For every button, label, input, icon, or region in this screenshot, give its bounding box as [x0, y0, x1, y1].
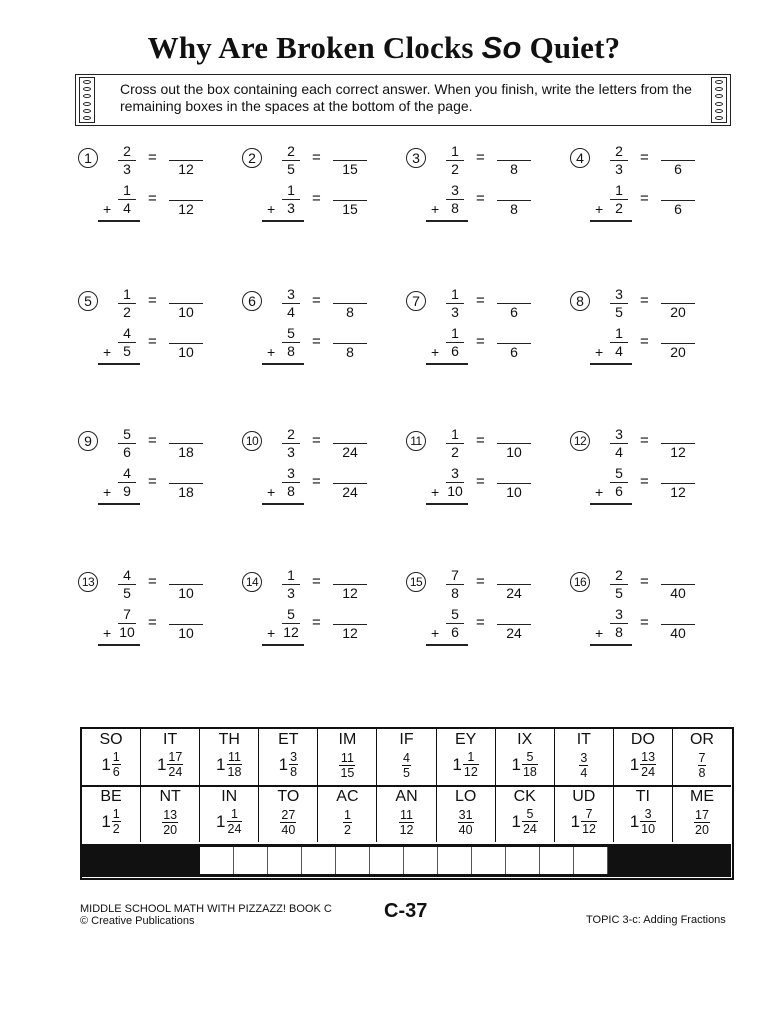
answer-box[interactable]	[555, 786, 614, 842]
addend-fraction: 2 3	[279, 426, 303, 461]
answer-code: TO	[277, 788, 300, 805]
answer-code: CK	[513, 788, 536, 805]
answer-blank[interactable]: 8	[333, 286, 367, 321]
answer-fraction: 11 12	[399, 808, 414, 837]
whole-number: 1	[278, 754, 289, 774]
answer-blank[interactable]: 10	[169, 326, 203, 361]
equals-sign: =	[312, 473, 321, 490]
answer-fraction: 13 20	[163, 808, 178, 837]
page-number: C-37	[384, 900, 428, 922]
whole-number: 1	[511, 811, 521, 831]
addend-fraction: 7 10	[119, 606, 135, 640]
problem	[406, 288, 576, 398]
answer-box[interactable]	[200, 729, 259, 785]
answer-code: LO	[454, 788, 477, 805]
answer-fraction: 17 20	[695, 808, 709, 837]
letter-box[interactable]	[404, 847, 438, 874]
answer-blank[interactable]: 20	[661, 326, 695, 361]
equals-sign: =	[640, 190, 649, 207]
answer-code: ME	[689, 788, 714, 805]
addend-fraction: 1 2	[443, 426, 467, 461]
problem	[570, 428, 740, 538]
equals-sign: =	[148, 333, 157, 350]
answer-box[interactable]	[555, 729, 614, 785]
answer-blank[interactable]: 24	[333, 426, 367, 461]
sum-line	[98, 220, 140, 222]
answer-blank[interactable]: 12	[661, 426, 695, 461]
answer-blank[interactable]: 40	[661, 567, 695, 602]
whole-number: 1	[452, 754, 462, 774]
answer-blank[interactable]: 15	[333, 143, 367, 178]
problem-number: 10	[242, 431, 262, 451]
sum-line	[590, 220, 632, 222]
plus-sign: +	[103, 344, 112, 360]
answer-fraction: 3 10	[641, 807, 656, 836]
problem-number: 5	[78, 291, 98, 311]
sum-line	[262, 644, 304, 646]
answer-box[interactable]	[259, 786, 318, 842]
whole-number: 1	[629, 811, 640, 831]
problem	[78, 145, 248, 255]
answer-fraction: 1 2	[343, 808, 351, 837]
addend-fraction: 7 8	[443, 567, 467, 602]
letter-box[interactable]	[574, 847, 608, 874]
answer-code: SO	[99, 731, 123, 748]
problem	[242, 145, 412, 255]
answer-blank[interactable]: 18	[169, 466, 203, 501]
answer-fraction: 3 8	[290, 750, 298, 779]
addend-fraction: 1 2	[607, 182, 631, 217]
equals-sign: =	[476, 614, 485, 631]
addend-fraction: 1 2	[115, 286, 139, 321]
equals-sign: =	[640, 573, 649, 590]
addend-fraction: 1 2	[443, 143, 467, 178]
answer-box[interactable]	[141, 786, 200, 842]
whole-number: 1	[570, 811, 581, 831]
answer-row-bottom	[82, 786, 731, 842]
equals-sign: =	[148, 190, 157, 207]
plus-sign: +	[595, 625, 604, 641]
answer-box[interactable]	[673, 786, 731, 842]
whole-number: 1	[101, 754, 111, 774]
answer-blank[interactable]: 24	[333, 466, 367, 501]
problem	[242, 428, 412, 538]
answer-fraction: 7 12	[582, 807, 596, 836]
answer-blank[interactable]: 8	[497, 183, 531, 218]
problem-number: 12	[570, 431, 590, 451]
addend-fraction: 3 4	[279, 286, 303, 321]
answer-blank[interactable]: 10	[497, 466, 531, 501]
answer-fraction: 17 24	[168, 750, 183, 779]
problem-number: 15	[406, 572, 426, 592]
answer-blank[interactable]: 6	[661, 143, 695, 178]
letter-box[interactable]	[540, 847, 574, 874]
problem	[78, 288, 248, 398]
answer-code: OR	[689, 731, 714, 748]
answer-blank[interactable]: 6	[497, 286, 531, 321]
plus-sign: +	[103, 484, 112, 500]
equals-sign: =	[640, 333, 649, 350]
equals-sign: =	[312, 190, 321, 207]
footer-left	[80, 903, 332, 927]
plus-sign: +	[267, 484, 276, 500]
plus-sign: +	[267, 344, 276, 360]
addend-fraction: 2 3	[607, 143, 631, 178]
answer-box[interactable]	[141, 729, 200, 785]
answer-code: AN	[395, 788, 418, 805]
answer-code: NT	[159, 788, 181, 805]
page-title: Why Are Broken Clocks So Quiet?	[147, 30, 621, 65]
equals-sign: =	[312, 149, 321, 166]
problem-number: 11	[406, 431, 426, 451]
whole-number: 1	[511, 754, 521, 774]
addend-fraction: 1 4	[607, 325, 631, 360]
addend-fraction: 1 3	[279, 182, 303, 217]
letter-box[interactable]	[302, 847, 336, 874]
equals-sign: =	[148, 473, 157, 490]
problem-number: 14	[242, 572, 262, 592]
plus-sign: +	[431, 484, 440, 500]
answer-code: IN	[221, 788, 238, 805]
problem-number: 3	[406, 148, 426, 168]
equals-sign: =	[312, 333, 321, 350]
answer-code: IF	[399, 731, 414, 748]
answer-blank[interactable]: 10	[497, 426, 531, 461]
plus-sign: +	[431, 625, 440, 641]
letter-box[interactable]	[506, 847, 540, 874]
problem-number: 7	[406, 291, 426, 311]
plus-sign: +	[267, 625, 276, 641]
letter-box[interactable]	[234, 847, 268, 874]
sum-line	[590, 503, 632, 505]
footer-book: MIDDLE SCHOOL MATH WITH PIZZAZZ! BOOK C	[80, 903, 332, 915]
answer-blank[interactable]: 12	[661, 466, 695, 501]
addend-fraction: 1 6	[443, 325, 467, 360]
answer-blank[interactable]: 12	[333, 607, 367, 642]
answer-box[interactable]	[614, 786, 673, 842]
answer-blank[interactable]: 10	[169, 286, 203, 321]
problem	[78, 569, 248, 679]
whole-number: 1	[156, 754, 167, 774]
answer-fraction: 7 8	[698, 751, 706, 780]
answer-box[interactable]	[496, 786, 555, 842]
equals-sign: =	[476, 573, 485, 590]
answer-blank[interactable]: 8	[333, 326, 367, 361]
plus-sign: +	[595, 344, 604, 360]
addend-fraction: 1 4	[115, 182, 139, 217]
equals-sign: =	[312, 432, 321, 449]
problem-number: 4	[570, 148, 590, 168]
equals-sign: =	[476, 333, 485, 350]
equals-sign: =	[476, 292, 485, 309]
answer-code: AC	[336, 788, 359, 805]
answer-box[interactable]	[259, 729, 318, 785]
sum-line	[590, 363, 632, 365]
answer-box[interactable]	[82, 786, 141, 842]
addend-fraction: 5 6	[443, 606, 467, 641]
answer-fraction: 11 15	[340, 751, 355, 780]
problem	[242, 569, 412, 679]
problem	[406, 145, 576, 255]
whole-number: 1	[216, 811, 226, 831]
answer-blank[interactable]: 12	[169, 183, 203, 218]
equals-sign: =	[640, 432, 649, 449]
answer-fraction: 5 18	[522, 750, 537, 779]
plus-sign: +	[595, 484, 604, 500]
addend-fraction: 4 5	[115, 325, 139, 360]
answer-code: EY	[454, 731, 477, 748]
whole-number: 1	[629, 754, 640, 774]
answer-strip	[82, 844, 731, 877]
letter-box[interactable]	[370, 847, 404, 874]
problem	[570, 145, 740, 255]
answer-box[interactable]	[377, 729, 436, 785]
problem-number: 8	[570, 291, 590, 311]
spiral-binding-icon	[79, 77, 95, 123]
equals-sign: =	[148, 614, 157, 631]
problem	[406, 428, 576, 538]
letter-box[interactable]	[200, 847, 234, 874]
equals-sign: =	[476, 473, 485, 490]
equals-sign: =	[640, 473, 649, 490]
answer-box[interactable]	[82, 729, 141, 785]
answer-code: IX	[517, 731, 533, 748]
sum-line	[98, 644, 140, 646]
problem	[242, 288, 412, 398]
sum-line	[426, 503, 468, 505]
letter-box[interactable]	[268, 847, 302, 874]
problem	[78, 428, 248, 538]
answer-box[interactable]	[377, 786, 436, 842]
plus-sign: +	[103, 625, 112, 641]
addend-fraction: 3 10	[447, 465, 463, 499]
answer-box[interactable]	[318, 786, 377, 842]
equals-sign: =	[476, 190, 485, 207]
addend-fraction: 1 3	[443, 286, 467, 321]
answer-fraction: 1 24	[227, 807, 242, 836]
letter-box[interactable]	[336, 847, 370, 874]
answer-row-top	[82, 729, 731, 787]
addend-fraction: 3 5	[607, 286, 631, 321]
addend-fraction: 5 8	[279, 325, 303, 360]
letter-boxes	[200, 847, 608, 874]
answer-blank[interactable]: 6	[497, 326, 531, 361]
addend-fraction: 3 4	[607, 426, 631, 461]
equals-sign: =	[640, 614, 649, 631]
answer-blank[interactable]: 18	[169, 426, 203, 461]
answer-box[interactable]	[614, 729, 673, 785]
answer-box[interactable]	[437, 729, 496, 785]
problem	[406, 569, 576, 679]
sum-line	[98, 503, 140, 505]
answer-fraction: 5 24	[522, 807, 537, 836]
equals-sign: =	[148, 292, 157, 309]
instructions-box	[75, 74, 731, 126]
answer-blank[interactable]: 20	[661, 286, 695, 321]
plus-sign: +	[595, 201, 604, 217]
problem	[570, 288, 740, 398]
sum-line	[426, 363, 468, 365]
answer-code: TH	[218, 731, 240, 748]
letter-box[interactable]	[472, 847, 506, 874]
equals-sign: =	[312, 573, 321, 590]
plus-sign: +	[431, 201, 440, 217]
sum-line	[98, 363, 140, 365]
answer-blank[interactable]: 8	[497, 143, 531, 178]
addend-fraction: 3 8	[443, 182, 467, 217]
answer-blank[interactable]: 24	[497, 607, 531, 642]
addend-fraction: 2 5	[279, 143, 303, 178]
answer-fraction: 1 12	[463, 750, 478, 779]
answer-fraction: 3 4	[580, 751, 588, 780]
equals-sign: =	[148, 573, 157, 590]
footer-topic: TOPIC 3-c: Adding Fractions	[586, 914, 726, 926]
plus-sign: +	[103, 201, 112, 217]
addend-fraction: 1 3	[279, 567, 303, 602]
instructions-text: Cross out the box containing each correct answer. When you finish, write the letters from the remaining boxes in the spaces at the bottom of the page.	[120, 81, 692, 114]
addend-fraction: 3 8	[607, 606, 631, 641]
addend-fraction: 5 12	[283, 606, 299, 640]
answer-blank[interactable]: 10	[169, 607, 203, 642]
problem-number: 13	[78, 572, 98, 592]
answer-code: ET	[278, 731, 299, 748]
addend-fraction: 3 8	[279, 465, 303, 500]
answer-blank[interactable]: 40	[661, 607, 695, 642]
equals-sign: =	[312, 614, 321, 631]
addend-fraction: 2 5	[607, 567, 631, 602]
problem-number: 16	[570, 572, 590, 592]
addend-fraction: 2 3	[115, 143, 139, 178]
answer-code: IM	[338, 731, 357, 748]
answer-blank[interactable]: 12	[169, 143, 203, 178]
answer-code: TI	[635, 788, 650, 805]
answer-code: IT	[576, 731, 591, 748]
answer-code: BE	[100, 788, 122, 805]
answer-fraction: 1 2	[112, 807, 120, 836]
answer-box[interactable]	[496, 729, 555, 785]
sum-line	[426, 220, 468, 222]
letter-box[interactable]	[438, 847, 472, 874]
answer-blank[interactable]: 6	[661, 183, 695, 218]
answer-blank[interactable]: 24	[497, 567, 531, 602]
answer-code: UD	[572, 788, 596, 805]
answer-blank[interactable]: 15	[333, 183, 367, 218]
answer-code: IT	[163, 731, 178, 748]
addend-fraction: 4 5	[115, 567, 139, 602]
sum-line	[426, 644, 468, 646]
answer-fraction: 1 6	[112, 750, 120, 779]
answer-code: DO	[630, 731, 655, 748]
addend-fraction: 5 6	[607, 465, 631, 500]
answer-blank[interactable]: 12	[333, 567, 367, 602]
answer-fraction: 27 40	[281, 808, 296, 837]
answer-fraction: 4 5	[403, 751, 410, 780]
problem-number: 9	[78, 431, 98, 451]
problem-number: 1	[78, 148, 98, 168]
equals-sign: =	[148, 432, 157, 449]
sum-line	[262, 220, 304, 222]
whole-number: 1	[216, 754, 226, 774]
addend-fraction: 5 6	[115, 426, 139, 461]
problem	[570, 569, 740, 679]
answer-table	[80, 727, 734, 880]
answer-box[interactable]	[200, 786, 259, 842]
answer-box[interactable]	[437, 786, 496, 842]
sum-line	[262, 363, 304, 365]
answer-fraction: 11 18	[227, 750, 242, 779]
answer-blank[interactable]: 10	[169, 567, 203, 602]
answer-box[interactable]	[318, 729, 377, 785]
plus-sign: +	[267, 201, 276, 217]
sum-line	[590, 644, 632, 646]
spiral-binding-icon	[711, 77, 727, 123]
equals-sign: =	[640, 292, 649, 309]
equals-sign: =	[476, 149, 485, 166]
equals-sign: =	[312, 292, 321, 309]
sum-line	[262, 503, 304, 505]
footer-copyright: © Creative Publications	[80, 915, 195, 927]
addend-fraction: 4 9	[115, 465, 139, 500]
problem-number: 2	[242, 148, 262, 168]
answer-box[interactable]	[673, 729, 731, 785]
equals-sign: =	[148, 149, 157, 166]
answer-fraction: 31 40	[458, 808, 473, 837]
answer-fraction: 13 24	[641, 750, 656, 779]
equals-sign: =	[640, 149, 649, 166]
problem-number: 6	[242, 291, 262, 311]
whole-number: 1	[101, 811, 111, 831]
plus-sign: +	[431, 344, 440, 360]
equals-sign: =	[476, 432, 485, 449]
